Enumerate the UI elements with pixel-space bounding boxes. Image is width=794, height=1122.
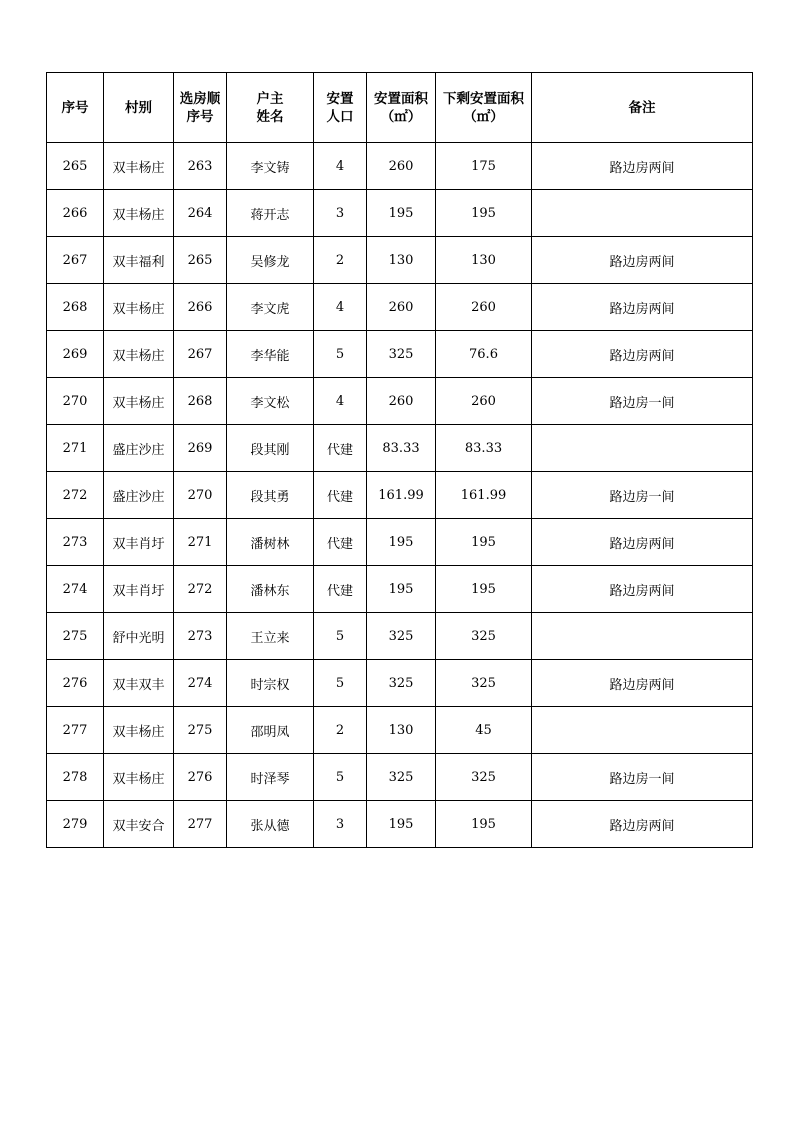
remarks-cell: 路边房两间 — [532, 566, 753, 613]
table-body — [47, 143, 753, 848]
area-cell: 260 — [367, 378, 436, 425]
householder-name-cell: 李华能 — [227, 331, 314, 378]
remarks-header — [532, 73, 753, 143]
area-cell: 195 — [367, 190, 436, 237]
village-cell: 盛庄沙庄 — [104, 425, 174, 472]
population-cell: 3 — [314, 801, 367, 848]
remaining-area-cell: 76.6 — [436, 331, 532, 378]
remaining-area-cell: 325 — [436, 613, 532, 660]
householder-name-cell: 李文松 — [227, 378, 314, 425]
seq-cell: 265 — [47, 143, 104, 190]
village-cell: 舒中光明 — [104, 613, 174, 660]
householder-name-cell: 蒋开志 — [227, 190, 314, 237]
table-row — [47, 284, 753, 331]
table-row — [47, 143, 753, 190]
village-cell: 双丰双丰 — [104, 660, 174, 707]
seq-cell: 277 — [47, 707, 104, 754]
village-cell: 双丰安合 — [104, 801, 174, 848]
remaining-area-header — [436, 73, 532, 143]
remarks-cell: 路边房两间 — [532, 801, 753, 848]
table-row — [47, 660, 753, 707]
population-cell: 4 — [314, 143, 367, 190]
seq-cell: 271 — [47, 425, 104, 472]
village-cell: 双丰杨庄 — [104, 378, 174, 425]
householder-name-cell: 潘林东 — [227, 566, 314, 613]
table-row — [47, 237, 753, 284]
area-cell: 325 — [367, 613, 436, 660]
header-row — [47, 73, 753, 143]
village-cell: 双丰杨庄 — [104, 190, 174, 237]
header-line: 选房顺 — [179, 90, 221, 107]
seq-cell: 269 — [47, 331, 104, 378]
population-cell: 5 — [314, 613, 367, 660]
remarks-cell: 路边房两间 — [532, 331, 753, 378]
seq-cell: 267 — [47, 237, 104, 284]
selection-order-cell: 266 — [174, 284, 227, 331]
remarks-cell: 路边房两间 — [532, 143, 753, 190]
population-cell: 5 — [314, 754, 367, 801]
householder-name-cell: 李文铸 — [227, 143, 314, 190]
seq-header — [47, 73, 104, 143]
remarks-cell: 路边房两间 — [532, 519, 753, 566]
table-row — [47, 519, 753, 566]
table-row — [47, 613, 753, 660]
area-cell: 130 — [367, 707, 436, 754]
population-cell: 代建 — [314, 425, 367, 472]
remaining-area-cell: 195 — [436, 519, 532, 566]
selection-order-cell: 264 — [174, 190, 227, 237]
area-cell: 130 — [367, 237, 436, 284]
area-cell: 325 — [367, 331, 436, 378]
table-row — [47, 190, 753, 237]
header-line: 村别 — [125, 99, 152, 116]
seq-cell: 266 — [47, 190, 104, 237]
householder-name-cell: 王立来 — [227, 613, 314, 660]
resettlement-table-container — [46, 72, 753, 848]
remarks-cell — [532, 613, 753, 660]
seq-cell: 278 — [47, 754, 104, 801]
table-row — [47, 425, 753, 472]
table-row — [47, 707, 753, 754]
seq-cell: 270 — [47, 378, 104, 425]
remaining-area-cell: 83.33 — [436, 425, 532, 472]
householder-name-cell: 时泽琴 — [227, 754, 314, 801]
table-row — [47, 801, 753, 848]
remarks-cell: 路边房一间 — [532, 472, 753, 519]
table-row — [47, 566, 753, 613]
area-cell: 161.99 — [367, 472, 436, 519]
village-cell: 双丰杨庄 — [104, 331, 174, 378]
seq-cell: 272 — [47, 472, 104, 519]
population-cell: 5 — [314, 660, 367, 707]
remaining-area-cell: 130 — [436, 237, 532, 284]
area-cell: 195 — [367, 566, 436, 613]
village-cell: 双丰杨庄 — [104, 707, 174, 754]
selection-order-cell: 275 — [174, 707, 227, 754]
remaining-area-cell: 175 — [436, 143, 532, 190]
header-line: （㎡） — [463, 108, 504, 125]
seq-cell: 279 — [47, 801, 104, 848]
selection-order-cell: 274 — [174, 660, 227, 707]
population-cell: 4 — [314, 284, 367, 331]
seq-cell: 268 — [47, 284, 104, 331]
selection-order-cell: 265 — [174, 237, 227, 284]
selection-order-cell: 277 — [174, 801, 227, 848]
seq-cell: 274 — [47, 566, 104, 613]
header-line: 序号 — [186, 108, 214, 125]
remaining-area-cell: 260 — [436, 378, 532, 425]
table-row — [47, 331, 753, 378]
selection-order-cell: 268 — [174, 378, 227, 425]
area-cell: 83.33 — [367, 425, 436, 472]
seq-cell: 273 — [47, 519, 104, 566]
selection-order-cell: 273 — [174, 613, 227, 660]
population-cell: 2 — [314, 237, 367, 284]
householder-name-cell: 李文虎 — [227, 284, 314, 331]
header-line: 户主 — [256, 90, 284, 107]
resettlement-table — [46, 72, 753, 848]
table-row — [47, 472, 753, 519]
remaining-area-cell: 45 — [436, 707, 532, 754]
area-cell: 260 — [367, 143, 436, 190]
remarks-cell — [532, 707, 753, 754]
table-row — [47, 754, 753, 801]
population-cell: 代建 — [314, 472, 367, 519]
selection-order-cell: 269 — [174, 425, 227, 472]
population-cell: 4 — [314, 378, 367, 425]
village-cell: 双丰杨庄 — [104, 143, 174, 190]
selection-order-cell: 263 — [174, 143, 227, 190]
householder-name-header — [227, 73, 314, 143]
remarks-cell — [532, 190, 753, 237]
header-line: 序号 — [61, 99, 89, 116]
header-line: 备注 — [628, 99, 656, 116]
selection-order-cell: 270 — [174, 472, 227, 519]
population-cell: 5 — [314, 331, 367, 378]
population-cell: 代建 — [314, 566, 367, 613]
resettled-population-header — [314, 73, 367, 143]
remaining-area-cell: 325 — [436, 754, 532, 801]
population-cell: 2 — [314, 707, 367, 754]
seq-cell: 275 — [47, 613, 104, 660]
householder-name-cell: 段其勇 — [227, 472, 314, 519]
householder-name-cell: 邵明凤 — [227, 707, 314, 754]
village-cell: 双丰肖圩 — [104, 519, 174, 566]
header-line: （㎡） — [380, 108, 422, 125]
area-cell: 325 — [367, 660, 436, 707]
header-line: 人口 — [326, 108, 354, 125]
area-cell: 195 — [367, 801, 436, 848]
header-line: 下剩安置面积 — [443, 90, 524, 107]
remarks-cell: 路边房一间 — [532, 378, 753, 425]
remarks-cell: 路边房一间 — [532, 754, 753, 801]
selection-order-cell: 272 — [174, 566, 227, 613]
remaining-area-cell: 195 — [436, 190, 532, 237]
remaining-area-cell: 195 — [436, 566, 532, 613]
selection-order-cell: 267 — [174, 331, 227, 378]
header-line: 安置面积 — [374, 90, 428, 107]
village-header — [104, 73, 174, 143]
population-cell: 3 — [314, 190, 367, 237]
header-line: 姓名 — [256, 108, 284, 125]
remarks-cell — [532, 425, 753, 472]
village-cell: 盛庄沙庄 — [104, 472, 174, 519]
resettlement-area-header — [367, 73, 436, 143]
area-cell: 260 — [367, 284, 436, 331]
area-cell: 325 — [367, 754, 436, 801]
householder-name-cell: 段其刚 — [227, 425, 314, 472]
village-cell: 双丰肖圩 — [104, 566, 174, 613]
area-cell: 195 — [367, 519, 436, 566]
remaining-area-cell: 161.99 — [436, 472, 532, 519]
remaining-area-cell: 195 — [436, 801, 532, 848]
village-cell: 双丰杨庄 — [104, 754, 174, 801]
selection-order-header — [174, 73, 227, 143]
table-row — [47, 378, 753, 425]
householder-name-cell: 吴修龙 — [227, 237, 314, 284]
remaining-area-cell: 260 — [436, 284, 532, 331]
selection-order-cell: 271 — [174, 519, 227, 566]
header-line: 安置 — [326, 90, 354, 107]
householder-name-cell: 时宗权 — [227, 660, 314, 707]
remarks-cell: 路边房两间 — [532, 284, 753, 331]
remarks-cell: 路边房两间 — [532, 660, 753, 707]
population-cell: 代建 — [314, 519, 367, 566]
village-cell: 双丰杨庄 — [104, 284, 174, 331]
selection-order-cell: 276 — [174, 754, 227, 801]
householder-name-cell: 张从德 — [227, 801, 314, 848]
seq-cell: 276 — [47, 660, 104, 707]
remarks-cell: 路边房两间 — [532, 237, 753, 284]
remaining-area-cell: 325 — [436, 660, 532, 707]
village-cell: 双丰福利 — [104, 237, 174, 284]
householder-name-cell: 潘树林 — [227, 519, 314, 566]
